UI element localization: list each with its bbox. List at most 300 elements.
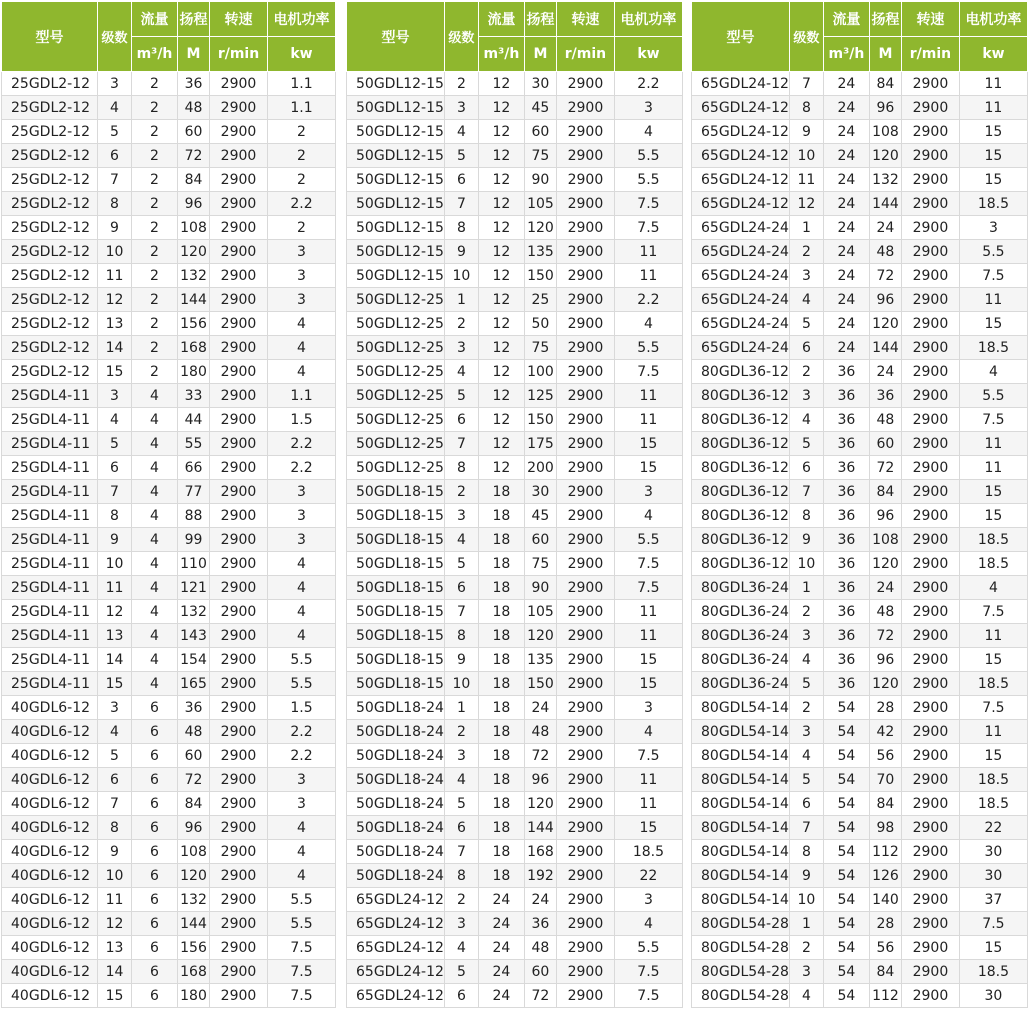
cell-head: 42 xyxy=(869,720,901,744)
cell-head: 55 xyxy=(178,432,210,456)
cell-model: 25GDL2-12 xyxy=(2,264,98,288)
table-row xyxy=(2,792,336,816)
cell-stages: 7 xyxy=(444,840,478,864)
cell-power: 3 xyxy=(268,240,336,264)
cell-stages: 14 xyxy=(98,336,132,360)
cell-speed: 2900 xyxy=(210,384,268,408)
cell-head: 96 xyxy=(869,648,901,672)
cell-power: 7.5 xyxy=(268,960,336,984)
cell-power: 18.5 xyxy=(959,192,1027,216)
cell-stages: 2 xyxy=(789,696,823,720)
cell-flow: 36 xyxy=(823,432,869,456)
cell-head: 132 xyxy=(869,168,901,192)
unit-head: M xyxy=(869,37,901,72)
cell-head: 75 xyxy=(524,336,556,360)
cell-speed: 2900 xyxy=(901,72,959,96)
cell-flow: 12 xyxy=(478,432,524,456)
cell-flow: 36 xyxy=(823,504,869,528)
table-row xyxy=(2,216,336,240)
cell-stages: 4 xyxy=(444,120,478,144)
cell-flow: 4 xyxy=(132,384,178,408)
cell-model: 50GDL12-15 xyxy=(347,168,445,192)
cell-head: 120 xyxy=(178,864,210,888)
cell-head: 120 xyxy=(869,672,901,696)
cell-flow: 6 xyxy=(132,792,178,816)
table-row xyxy=(347,936,683,960)
cell-stages: 10 xyxy=(789,888,823,912)
cell-flow: 24 xyxy=(823,168,869,192)
cell-speed: 2900 xyxy=(901,744,959,768)
cell-speed: 2900 xyxy=(901,576,959,600)
cell-power: 11 xyxy=(959,72,1027,96)
unit-power: kw xyxy=(268,37,336,72)
cell-flow: 4 xyxy=(132,600,178,624)
cell-flow: 2 xyxy=(132,312,178,336)
cell-flow: 24 xyxy=(823,144,869,168)
cell-flow: 24 xyxy=(823,264,869,288)
cell-head: 108 xyxy=(178,840,210,864)
cell-power: 15 xyxy=(614,648,682,672)
table-row xyxy=(692,168,1028,192)
cell-flow: 54 xyxy=(823,696,869,720)
cell-power: 4 xyxy=(268,552,336,576)
cell-flow: 18 xyxy=(478,648,524,672)
cell-flow: 36 xyxy=(823,384,869,408)
cell-head: 120 xyxy=(524,216,556,240)
cell-stages: 15 xyxy=(98,984,132,1008)
cell-power: 37 xyxy=(959,888,1027,912)
cell-power: 18.5 xyxy=(959,672,1027,696)
cell-model: 80GDL36-12 xyxy=(692,504,790,528)
cell-model: 80GDL36-12 xyxy=(692,432,790,456)
table-row xyxy=(2,408,336,432)
table-row xyxy=(692,936,1028,960)
cell-stages: 8 xyxy=(98,504,132,528)
table-row xyxy=(692,288,1028,312)
cell-power: 4 xyxy=(959,360,1027,384)
cell-stages: 7 xyxy=(789,72,823,96)
cell-head: 48 xyxy=(524,720,556,744)
cell-flow: 24 xyxy=(823,192,869,216)
cell-head: 144 xyxy=(869,192,901,216)
cell-stages: 12 xyxy=(98,912,132,936)
header-stages: 级数 xyxy=(444,2,478,72)
table-row xyxy=(692,480,1028,504)
cell-stages: 4 xyxy=(98,408,132,432)
table-row xyxy=(692,816,1028,840)
table-row xyxy=(692,528,1028,552)
table-row xyxy=(692,600,1028,624)
cell-speed: 2900 xyxy=(210,480,268,504)
table-row xyxy=(692,984,1028,1008)
table-body xyxy=(2,72,336,1008)
cell-head: 120 xyxy=(869,144,901,168)
cell-flow: 18 xyxy=(478,672,524,696)
cell-model: 25GDL4-11 xyxy=(2,600,98,624)
cell-power: 11 xyxy=(614,240,682,264)
cell-stages: 2 xyxy=(789,360,823,384)
cell-flow: 24 xyxy=(823,216,869,240)
cell-flow: 36 xyxy=(823,600,869,624)
cell-flow: 6 xyxy=(132,960,178,984)
cell-stages: 9 xyxy=(98,216,132,240)
cell-model: 65GDL24-12 xyxy=(692,96,790,120)
table-row xyxy=(2,720,336,744)
table-row xyxy=(692,624,1028,648)
table-row xyxy=(2,384,336,408)
table-row xyxy=(692,672,1028,696)
cell-speed: 2900 xyxy=(556,864,614,888)
cell-stages: 10 xyxy=(444,672,478,696)
cell-stages: 1 xyxy=(789,912,823,936)
cell-head: 36 xyxy=(178,72,210,96)
cell-head: 50 xyxy=(524,312,556,336)
cell-flow: 2 xyxy=(132,264,178,288)
cell-model: 80GDL54-14 xyxy=(692,816,790,840)
cell-speed: 2900 xyxy=(556,216,614,240)
spec-table xyxy=(346,1,683,1008)
cell-stages: 10 xyxy=(98,864,132,888)
cell-stages: 7 xyxy=(444,192,478,216)
cell-model: 50GDL18-15 xyxy=(347,480,445,504)
cell-flow: 6 xyxy=(132,816,178,840)
cell-stages: 8 xyxy=(444,456,478,480)
cell-flow: 12 xyxy=(478,72,524,96)
cell-model: 65GDL24-12 xyxy=(692,192,790,216)
cell-power: 11 xyxy=(959,720,1027,744)
cell-head: 72 xyxy=(178,144,210,168)
cell-model: 40GDL6-12 xyxy=(2,864,98,888)
table-row xyxy=(2,816,336,840)
cell-head: 72 xyxy=(178,768,210,792)
cell-stages: 1 xyxy=(789,216,823,240)
cell-flow: 4 xyxy=(132,672,178,696)
table-row xyxy=(347,504,683,528)
cell-model: 40GDL6-12 xyxy=(2,960,98,984)
cell-flow: 24 xyxy=(823,96,869,120)
table-row xyxy=(347,552,683,576)
table-row xyxy=(692,384,1028,408)
cell-power: 15 xyxy=(959,480,1027,504)
cell-power: 5.5 xyxy=(268,888,336,912)
cell-power: 11 xyxy=(959,456,1027,480)
cell-flow: 54 xyxy=(823,960,869,984)
cell-speed: 2900 xyxy=(556,384,614,408)
unit-speed: r/min xyxy=(556,37,614,72)
cell-speed: 2900 xyxy=(901,480,959,504)
cell-flow: 12 xyxy=(478,384,524,408)
cell-stages: 6 xyxy=(444,408,478,432)
cell-head: 98 xyxy=(869,816,901,840)
cell-model: 50GDL12-15 xyxy=(347,144,445,168)
cell-flow: 12 xyxy=(478,312,524,336)
cell-head: 25 xyxy=(524,288,556,312)
cell-power: 2.2 xyxy=(268,456,336,480)
table-body xyxy=(347,72,683,1008)
cell-stages: 5 xyxy=(444,960,478,984)
cell-power: 3 xyxy=(268,504,336,528)
cell-model: 80GDL36-24 xyxy=(692,624,790,648)
table-row xyxy=(347,984,683,1008)
cell-model: 40GDL6-12 xyxy=(2,888,98,912)
table-row xyxy=(692,192,1028,216)
cell-speed: 2900 xyxy=(210,792,268,816)
cell-power: 7.5 xyxy=(959,912,1027,936)
cell-stages: 5 xyxy=(789,768,823,792)
cell-flow: 12 xyxy=(478,144,524,168)
cell-power: 2.2 xyxy=(614,72,682,96)
cell-speed: 2900 xyxy=(210,528,268,552)
cell-stages: 9 xyxy=(98,840,132,864)
cell-speed: 2900 xyxy=(210,408,268,432)
cell-head: 84 xyxy=(178,792,210,816)
cell-speed: 2900 xyxy=(556,936,614,960)
cell-head: 30 xyxy=(524,72,556,96)
cell-power: 22 xyxy=(959,816,1027,840)
table-row xyxy=(692,336,1028,360)
cell-head: 56 xyxy=(869,936,901,960)
cell-model: 65GDL24-24 xyxy=(692,264,790,288)
cell-stages: 4 xyxy=(444,528,478,552)
cell-power: 5.5 xyxy=(614,528,682,552)
cell-speed: 2900 xyxy=(210,576,268,600)
table-row xyxy=(347,888,683,912)
cell-head: 84 xyxy=(869,480,901,504)
cell-model: 50GDL12-25 xyxy=(347,288,445,312)
table-row xyxy=(2,144,336,168)
cell-head: 48 xyxy=(869,600,901,624)
cell-flow: 4 xyxy=(132,504,178,528)
table-row xyxy=(692,456,1028,480)
table-row xyxy=(2,576,336,600)
cell-speed: 2900 xyxy=(210,144,268,168)
cell-power: 18.5 xyxy=(959,336,1027,360)
table-row xyxy=(692,648,1028,672)
cell-model: 65GDL24-12 xyxy=(347,912,445,936)
cell-model: 40GDL6-12 xyxy=(2,816,98,840)
cell-head: 90 xyxy=(524,168,556,192)
cell-power: 15 xyxy=(959,648,1027,672)
table-row xyxy=(347,576,683,600)
cell-power: 15 xyxy=(959,168,1027,192)
cell-power: 5.5 xyxy=(268,672,336,696)
table-row xyxy=(692,768,1028,792)
cell-speed: 2900 xyxy=(210,888,268,912)
cell-model: 50GDL12-25 xyxy=(347,456,445,480)
cell-head: 48 xyxy=(869,408,901,432)
cell-head: 30 xyxy=(524,480,556,504)
table-row xyxy=(2,264,336,288)
cell-stages: 5 xyxy=(444,792,478,816)
cell-stages: 11 xyxy=(789,168,823,192)
cell-flow: 18 xyxy=(478,528,524,552)
cell-stages: 12 xyxy=(98,288,132,312)
cell-speed: 2900 xyxy=(556,408,614,432)
cell-head: 105 xyxy=(524,192,556,216)
cell-flow: 2 xyxy=(132,72,178,96)
table-row xyxy=(347,816,683,840)
unit-flow: m³/h xyxy=(823,37,869,72)
table-row xyxy=(347,528,683,552)
cell-model: 80GDL54-14 xyxy=(692,744,790,768)
cell-flow: 2 xyxy=(132,168,178,192)
unit-head: M xyxy=(524,37,556,72)
cell-stages: 7 xyxy=(789,816,823,840)
cell-power: 15 xyxy=(614,432,682,456)
cell-power: 7.5 xyxy=(614,576,682,600)
table-row xyxy=(347,384,683,408)
cell-head: 120 xyxy=(524,624,556,648)
cell-model: 65GDL24-12 xyxy=(692,168,790,192)
cell-power: 2.2 xyxy=(268,720,336,744)
cell-power: 4 xyxy=(959,576,1027,600)
table-row xyxy=(347,720,683,744)
cell-model: 50GDL18-15 xyxy=(347,648,445,672)
cell-head: 28 xyxy=(869,696,901,720)
cell-flow: 12 xyxy=(478,192,524,216)
table-row xyxy=(2,312,336,336)
cell-speed: 2900 xyxy=(901,120,959,144)
cell-head: 90 xyxy=(524,576,556,600)
cell-power: 7.5 xyxy=(614,960,682,984)
cell-head: 75 xyxy=(524,552,556,576)
table-row xyxy=(692,960,1028,984)
cell-flow: 18 xyxy=(478,624,524,648)
cell-speed: 2900 xyxy=(210,504,268,528)
cell-flow: 36 xyxy=(823,360,869,384)
header-flow: 流量 xyxy=(132,2,178,37)
table-row xyxy=(347,480,683,504)
cell-speed: 2900 xyxy=(556,360,614,384)
table-row xyxy=(347,120,683,144)
cell-speed: 2900 xyxy=(210,216,268,240)
table-row xyxy=(347,648,683,672)
cell-power: 11 xyxy=(959,432,1027,456)
cell-stages: 3 xyxy=(98,72,132,96)
cell-flow: 54 xyxy=(823,792,869,816)
cell-power: 3 xyxy=(614,480,682,504)
cell-stages: 10 xyxy=(98,552,132,576)
cell-stages: 7 xyxy=(789,480,823,504)
cell-head: 66 xyxy=(178,456,210,480)
cell-stages: 1 xyxy=(444,288,478,312)
cell-head: 100 xyxy=(524,360,556,384)
cell-stages: 6 xyxy=(444,984,478,1008)
cell-model: 65GDL24-12 xyxy=(692,72,790,96)
table-row xyxy=(2,744,336,768)
cell-model: 50GDL18-24 xyxy=(347,864,445,888)
cell-head: 175 xyxy=(524,432,556,456)
cell-model: 65GDL24-12 xyxy=(347,936,445,960)
cell-flow: 36 xyxy=(823,672,869,696)
cell-model: 80GDL54-28 xyxy=(692,984,790,1008)
cell-stages: 4 xyxy=(444,768,478,792)
table-row xyxy=(347,168,683,192)
cell-stages: 9 xyxy=(789,864,823,888)
cell-stages: 6 xyxy=(98,144,132,168)
cell-power: 7.5 xyxy=(614,744,682,768)
table-row xyxy=(347,744,683,768)
cell-stages: 3 xyxy=(789,960,823,984)
cell-model: 25GDL4-11 xyxy=(2,456,98,480)
cell-speed: 2900 xyxy=(901,264,959,288)
cell-power: 4 xyxy=(268,624,336,648)
cell-flow: 12 xyxy=(478,120,524,144)
cell-power: 11 xyxy=(614,600,682,624)
cell-stages: 6 xyxy=(444,576,478,600)
cell-model: 80GDL36-24 xyxy=(692,672,790,696)
cell-model: 50GDL12-15 xyxy=(347,72,445,96)
cell-speed: 2900 xyxy=(901,984,959,1008)
cell-head: 24 xyxy=(869,216,901,240)
cell-power: 15 xyxy=(959,312,1027,336)
cell-stages: 10 xyxy=(789,144,823,168)
cell-flow: 12 xyxy=(478,408,524,432)
cell-power: 5.5 xyxy=(268,648,336,672)
cell-speed: 2900 xyxy=(901,936,959,960)
cell-speed: 2900 xyxy=(210,264,268,288)
cell-model: 40GDL6-12 xyxy=(2,792,98,816)
cell-head: 150 xyxy=(524,408,556,432)
cell-head: 120 xyxy=(869,312,901,336)
cell-stages: 15 xyxy=(98,360,132,384)
cell-stages: 8 xyxy=(444,864,478,888)
cell-head: 165 xyxy=(178,672,210,696)
cell-model: 25GDL2-12 xyxy=(2,96,98,120)
table-row xyxy=(2,456,336,480)
header-row xyxy=(2,2,336,37)
table-row xyxy=(2,768,336,792)
cell-flow: 36 xyxy=(823,480,869,504)
cell-power: 2.2 xyxy=(268,192,336,216)
table-row xyxy=(2,672,336,696)
cell-stages: 1 xyxy=(789,576,823,600)
table-header xyxy=(347,2,683,72)
cell-head: 48 xyxy=(869,240,901,264)
table-row xyxy=(692,72,1028,96)
cell-power: 1.1 xyxy=(268,72,336,96)
cell-flow: 12 xyxy=(478,168,524,192)
table-body xyxy=(692,72,1028,1008)
cell-stages: 9 xyxy=(789,528,823,552)
table-row xyxy=(2,504,336,528)
cell-head: 48 xyxy=(524,936,556,960)
cell-speed: 2900 xyxy=(210,456,268,480)
cell-flow: 12 xyxy=(478,360,524,384)
cell-stages: 6 xyxy=(444,168,478,192)
cell-speed: 2900 xyxy=(901,528,959,552)
cell-stages: 4 xyxy=(789,288,823,312)
cell-power: 4 xyxy=(614,720,682,744)
table-row xyxy=(2,552,336,576)
cell-model: 25GDL4-11 xyxy=(2,552,98,576)
cell-stages: 15 xyxy=(98,672,132,696)
cell-stages: 11 xyxy=(98,264,132,288)
cell-speed: 2900 xyxy=(556,912,614,936)
cell-flow: 2 xyxy=(132,120,178,144)
cell-model: 40GDL6-12 xyxy=(2,768,98,792)
cell-model: 80GDL36-12 xyxy=(692,528,790,552)
cell-head: 84 xyxy=(869,960,901,984)
cell-model: 50GDL18-15 xyxy=(347,552,445,576)
cell-speed: 2900 xyxy=(210,360,268,384)
cell-model: 50GDL18-15 xyxy=(347,672,445,696)
cell-flow: 54 xyxy=(823,864,869,888)
cell-head: 96 xyxy=(869,96,901,120)
cell-head: 144 xyxy=(524,816,556,840)
table-row xyxy=(692,552,1028,576)
cell-model: 50GDL18-15 xyxy=(347,600,445,624)
